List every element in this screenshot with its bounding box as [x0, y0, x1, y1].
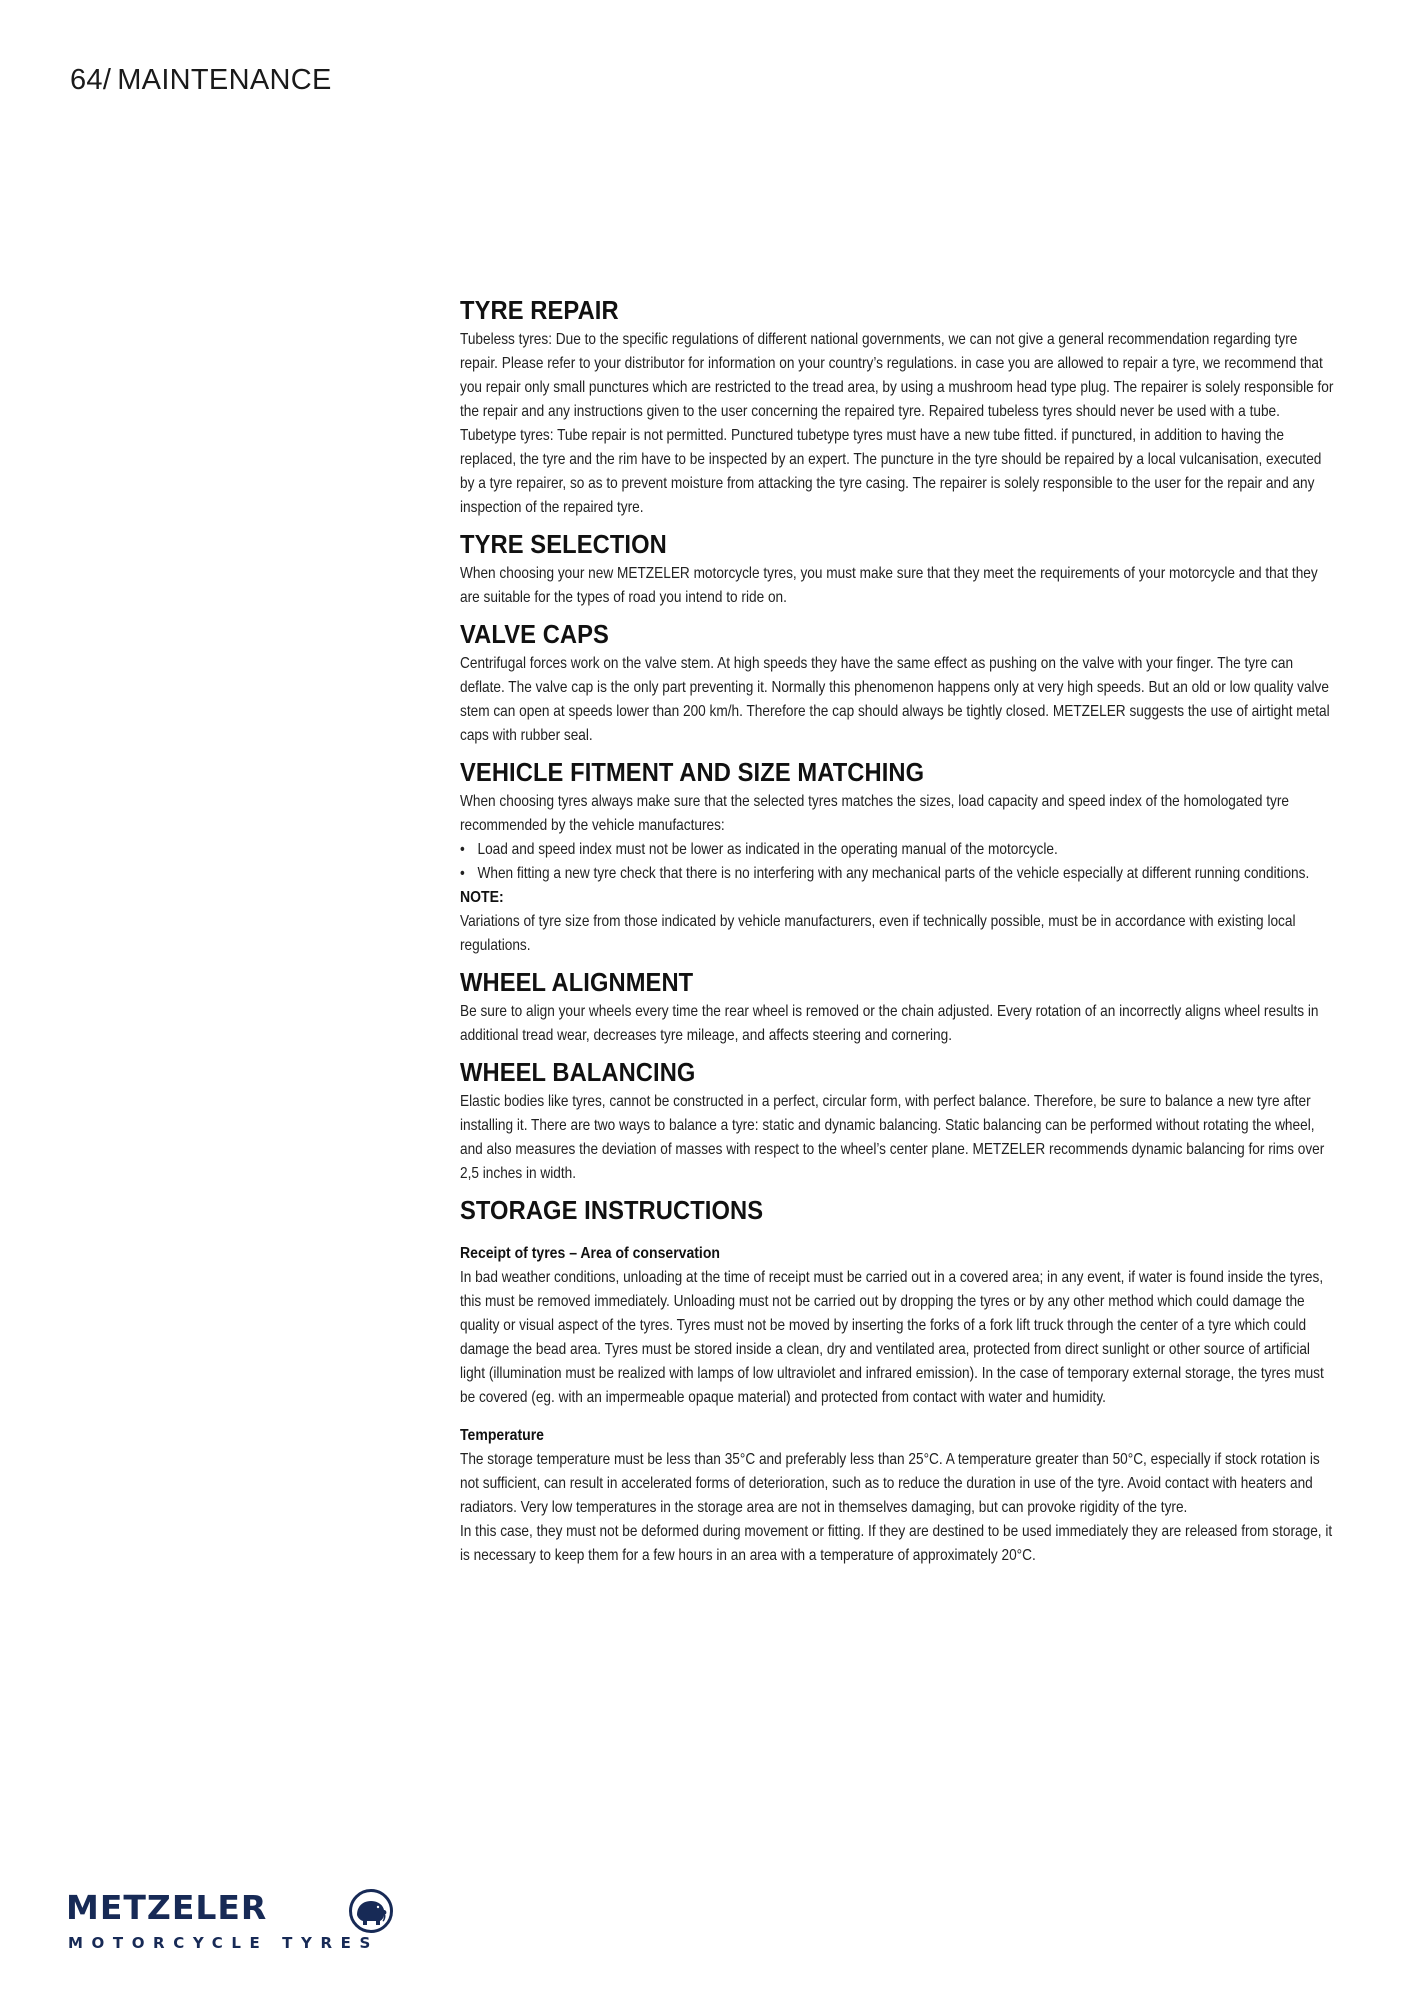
section-title: WHEEL ALIGNMENT [460, 969, 694, 997]
section-title: VEHICLE FITMENT AND SIZE MATCHING [460, 759, 925, 787]
temperature-heading: Temperature [460, 1427, 544, 1444]
section-valve-caps [460, 618, 1340, 748]
section-body: Elastic bodies like tyres, cannot be constructed in a perfect, circular form, with perfect balance. Therefore, be sure to balance a new tyre after installing it. There are two ways to balance a tyre: static and dynamic balancing. Static balancing can be performed without rotating the wheel, and also measures the deviation of masses with respect to the wheel’s center plane. METZELER recommends dynamic balancing for rims over 2,5 inches in width. [460, 1093, 1325, 1182]
section-body: Tubeless tyres: Due to the specific regulations of different national governments, we can not give a general recommendation regarding tyre repair. Please refer to your distributor for information on your country’s regulations. in case you are allowed to repair a tyre, we recommend that you repair only small punctures which are restricted to the tread area, by using a mushroom head type plug. The repairer is solely responsible for the repair and any instructions given to the user concerning the repaired tyre. Repaired tubeless tyres should never be used with a tube. Tubetype tyres: Tube repair is not permitted. Punctured tubetype tyres must have a new tube fitted. if punctured, in addition to having the replaced, the tyre and the rim have to be inspected by an expert. The puncture in the tyre should be repaired by a local vulcanisation, executed by a tyre repairer, so as to prevent moisture from attacking the tyre casing. The repairer is solely responsible to the user for the repair and any inspection of the repaired tyre. [460, 331, 1334, 516]
section-title: TYRE REPAIR [460, 297, 619, 325]
logo-wordmark: METZELER [66, 1888, 268, 1927]
section-body: Centrifugal forces work on the valve stem. At high speeds they have the same effect as pushing on the valve with your finger. The tyre can deflate. The valve cap is the only part preventing it. Normally this phenomenon happens only at very high speeds. But an old or low quality valve stem can open at speeds lower than 200 km/h. Therefore the cap should always be tightly closed. METZELER suggests the use of airtight metal caps with rubber seal. [460, 655, 1330, 744]
list-item: • When fitting a new tyre check that there is no interfering with any mechanical parts of the vehicle especially at different running conditions. [460, 862, 1340, 886]
section-title: TYRE SELECTION [460, 531, 667, 559]
section-title: STORAGE INSTRUCTIONS [460, 1197, 764, 1225]
note-body: Variations of tyre size from those indicated by vehicle manufacturers, even if technically possible, must be in accordance with existing local regulations. [460, 913, 1296, 954]
temperature-body-continued: In this case, they must not be deformed during movement or fitting. If they are destined to be used immediately they are released from storage, it is necessary to keep them for a few hours in an area with a temperature of approximately 20°C. [460, 1523, 1333, 1564]
main-content [460, 294, 1340, 1568]
section-tyre-selection [460, 528, 1340, 610]
section-body: When choosing tyres always make sure that the selected tyres matches the sizes, load capacity and speed index of the homologated tyre recommended by the vehicle manufactures: [460, 793, 1289, 834]
section-wheel-alignment [460, 966, 1340, 1048]
section-vehicle-fitment [460, 756, 1340, 958]
temperature-body: The storage temperature must be less than 35°C and preferably less than 25°C. A temperature greater than 50°C, especially if stock rotation is not sufficient, can result in accelerated forms of deterioration, such as to reduce the duration in use of the tyre. Avoid contact with heaters and radiators. Very low temperatures in the storage area are not in themselves damaging, but can provoke rigidity of the tyre. [460, 1451, 1320, 1516]
section-title: WHEEL BALANCING [460, 1059, 696, 1087]
section-body: When choosing your new METZELER motorcycle tyres, you must make sure that they meet the requirements of your motorcycle and that they are suitable for the types of road you intend to ride on. [460, 565, 1318, 606]
section-tyre-repair [460, 294, 1340, 520]
receipt-body: In bad weather conditions, unloading at the time of receipt must be carried out in a covered area; in any event, if water is found inside the tyres, this must be removed immediately. Unloading must not be carried out by dropping the tyres or by any other method which could damage the quality or visual aspect of the tyres. Tyres must not be moved by inserting the forks of a fork lift truck through the center of a tyre which could damage the bead area. Tyres must be stored inside a clean, dry and ventilated area, protected from direct sunlight or other source of artificial light (illumination must be realized with lamps of low ultraviolet and infrared emission). In the case of temporary external storage, the tyres must be covered (eg. with an impermeable opaque material) and protected from contact with water and humidity. [460, 1269, 1324, 1406]
elephant-emblem-icon [348, 1888, 394, 1934]
page-header [70, 64, 332, 97]
section-wheel-balancing [460, 1056, 1340, 1186]
logo-tagline: MOTORCYCLE TYRES [68, 1934, 379, 1952]
section-storage-instructions [460, 1194, 1340, 1568]
fitment-bullet-list [460, 838, 1340, 886]
page-number: 64/ [70, 64, 112, 96]
note-label: NOTE: [460, 889, 504, 906]
list-item: • Load and speed index must not be lower as indicated in the operating manual of the motorcycle. [460, 838, 1340, 862]
section-body: Be sure to align your wheels every time the rear wheel is removed or the chain adjusted. Every rotation of an incorrectly aligns wheel results in additional tread wear, decreases tyre mileage, and affects steering and cornering. [460, 1003, 1319, 1044]
receipt-heading: Receipt of tyres – Area of conservation [460, 1245, 720, 1262]
section-title: VALVE CAPS [460, 621, 609, 649]
metzeler-logo [66, 1888, 406, 1954]
page-title: MAINTENANCE [117, 64, 332, 96]
